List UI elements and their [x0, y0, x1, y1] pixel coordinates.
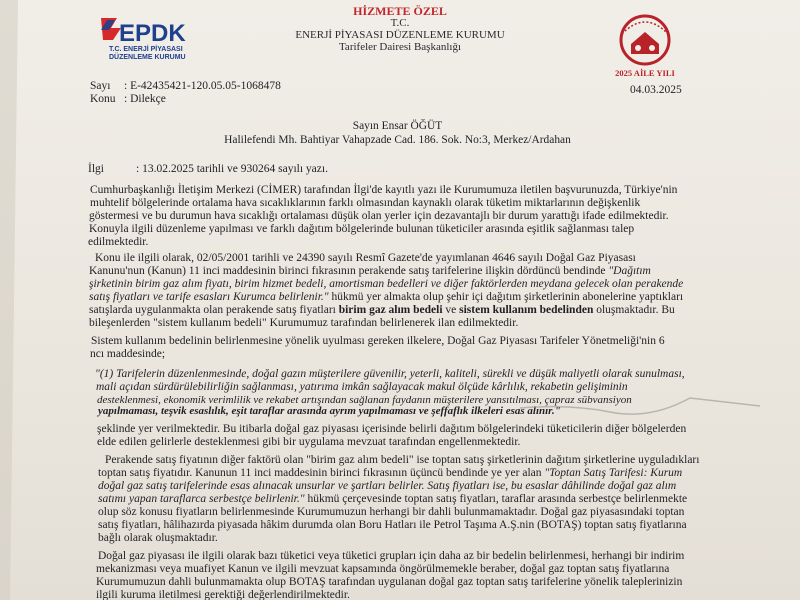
body-line: muhtelif bölgelerinde ortalama hava sıcaklıklarının farklı olmasından kaynaklı olarak tüketim miktarlarının değişkenlik [90, 197, 641, 209]
epdk-logo-text: EPDK [119, 20, 186, 47]
family-year-logo [604, 10, 686, 80]
body-line: Konuyla ilgili düzenleme yapılması ve farklı dağıtım bölgelerinde bulunan tüketiciler arasında eşitlik sağlanması talep [89, 223, 635, 235]
quote-line: yapılmaması, teşvik esaslılık, eşit taraflar arasında ayrım yapılmaması ve şeffaflık ilkeleri esas alınır." [98, 405, 561, 417]
konu-label: Konu [90, 93, 116, 105]
ilgi-label: İlgi [88, 163, 104, 175]
body-line: satış fiyatları, hâlihazırda piyasada hâkim durumda olan Boru Hatları ile Petrol Taşıma A.Ş.nin (BOTAŞ) toptan satış fiyatlarına [98, 519, 687, 531]
body-line: bağlı olarak oluşmaktadır. [98, 532, 218, 544]
classification-heading: HİZMETE ÖZEL [353, 4, 447, 18]
body-line: satışlarda uygulanmakta olan perakende satış fiyatları birim gaz alım bedeli ve sistem kullanım bedelinden oluşmaktadır. Bu [89, 304, 675, 316]
body-line: Kanunu'nun (Kanun) 11 inci maddesinin birinci fıkrasının perakende satış tarifelerine ilişkin dördüncü bendinde "Dağıtım [89, 265, 651, 277]
tc-label: T.C. [390, 17, 410, 29]
body-line: edilmektedir. [88, 236, 149, 248]
body-line: göstermesi ve bu durumun hava sıcaklığı ortalaması düşük olan yerler için dezavantajlı bir durum yarattığı ifade edilmektedir. [89, 210, 669, 222]
epdk-logo [95, 14, 191, 62]
body-line: elde edilen gelirlerle desteklenmesi gibi bir uygulama mevzuat tarafından engellenmektedir. [97, 436, 521, 448]
ilgi-value: : 13.02.2025 tarihli ve 930264 sayılı yazı. [136, 163, 328, 175]
epdk-logo-subtitle-1: T.C. ENERJİ PİYASASI [109, 46, 183, 53]
body-line: şirketinin birim gaz alım fiyatı, birim hizmet bedeli, amortisman bedelleri ve diğer faktörlerden meydana gelecek olan perakende [89, 278, 684, 290]
body-line: satış fiyatları ve tarife esasları Kurumca belirlenir." hükmü yer almakta olup şehir içi dağıtım şirketlerinin abonelerine yaptıkları [89, 291, 684, 303]
body-line: ilgili kuruma iletilmesi gerektiği değerlendirilmektedir. [96, 589, 350, 600]
family-year-logo-text: 2025 AİLE YILI [615, 68, 675, 78]
body-line: doğal gaz satış tarifelerinde esas alınacak unsurlar ve şartları belirler. Satış fiyatları ise, bu esaslar dâhilinde doğal gaz alım [98, 480, 677, 492]
body-line: bileşenlerden "sistem kullanım bedeli" Kurumumuz tarafından belirlenerek ilan edilmektedir. [89, 317, 519, 329]
body-line: olup söz konusu fiyatların belirlenmesinde Kurumumuzun herhangi bir dahli bulunmamaktadır. Doğal gaz piyasasındaki toptan [98, 506, 685, 518]
quote-line: desteklenmesi, ekonomik verimlilik ve rekabet artışından sağlanan faydanın müşterilere yansıtılması, çapraz sübvansiyon [97, 394, 632, 406]
body-line: Doğal gaz piyasası ile ilgili olarak bazı tüketici veya tüketici grupları için daha az bir bedelin belirlenmesi, herhangi bir indirim [98, 550, 685, 562]
department-name: Tarifeler Dairesi Başkanlığı [338, 41, 461, 53]
body-line: toptan satış fiyatıdır. Kanunun 11 inci maddesinin birinci fıkrasının üçüncü bendinde ye yer alan "Toptan Satış Tarifesi: Kurum [98, 467, 683, 479]
quote-line: mali açıdan sürdürülebilirliğin sağlanması, yatırıma imkân sağlayacak makul ölçüde kârlılık, rekabetin gelişiminin [96, 381, 628, 393]
body-line: Perakende satış fiyatının diğer faktörü olan "birim gaz alım bedeli" ise toptan satış şirketlerinin dağıtım şirketlerine uyguladıkları [105, 454, 700, 466]
body-line: ncı maddesinde; [90, 348, 166, 360]
quote-line: "(1) Tarifelerin düzenlenmesinde, doğal gazın müşterilere güvenilir, yeterli, kaliteli, sürekli ve düşük maliyetli olarak sunulması, [95, 368, 685, 380]
epdk-logo-subtitle-2: DÜZENLEME KURUMU [109, 54, 186, 61]
body-line: Sistem kullanım bedelinin belirlenmesine yönelik uyulması gereken ilkelere, Doğal Gaz Piyasası Tarifeler Yönetmeliği'nin 6 [91, 335, 665, 347]
recipient-name: Sayın Ensar ÖĞÜT [352, 120, 443, 132]
body-line: Kurumumuzun dahli bulunmamakta olup BOTAŞ tarafından uygulanan doğal gaz toptan satış tarifelerine yönelik taleplerinizin [96, 576, 683, 588]
body-line: Cumhurbaşkanlığı İletişim Merkezi (CİMER) tarafından İlgi'de kayıtlı yazı ile Kurumumuza iletilen başvurunuzda, Türkiye'nin [90, 184, 678, 196]
recipient-address: Halilefendi Mh. Bahtiyar Vahapzade Cad. 186. Sok. No:3, Merkez/Ardahan [224, 134, 571, 146]
sayi-label: Sayı [90, 80, 111, 92]
document-date: 04.03.2025 [630, 84, 682, 96]
sayi-value: : E-42435421-120.05.05-1068478 [124, 80, 281, 92]
body-line: mekanizması veya muafiyet Kanun ve ilgili mevzuat kapsamında öngörülmemekle beraber, doğal gaz toptan satış fiyatlarına [96, 563, 670, 575]
institution-name: ENERJİ PİYASASI DÜZENLEME KURUMU [295, 29, 505, 41]
body-line: satımı yapan taraflarca serbestçe belirlenir." hükmü çerçevesinde toptan satış fiyatları, taraflar arasında serbestçe belirlenmekte [98, 493, 688, 505]
konu-value: : Dilekçe [124, 93, 166, 105]
body-line: Konu ile ilgili olarak, 02/05/2001 tarihli ve 24390 sayılı Resmî Gazete'de yayımlanan 4646 sayılı Doğal Gaz Piyasası [95, 252, 636, 264]
body-line: şeklinde yer verilmektedir. Bu itibarla doğal gaz piyasası içerisinde belirli dağıtım bölgelerindeki tüketicilerin diğer bölgelerden [97, 423, 687, 435]
